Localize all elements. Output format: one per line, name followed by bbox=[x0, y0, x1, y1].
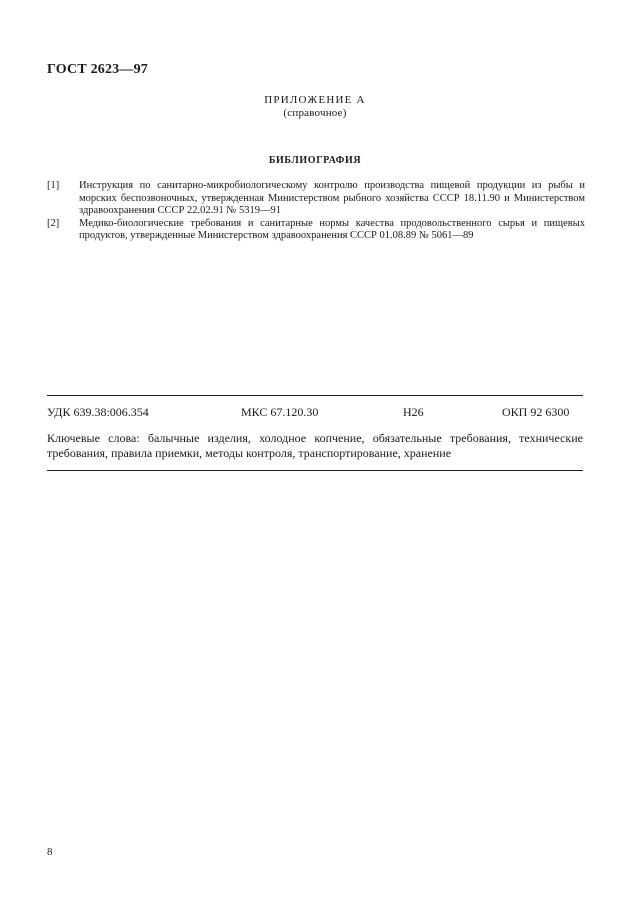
document-code: ГОСТ 2623—97 bbox=[47, 62, 148, 77]
keywords-text: Ключевые слова: балычные изделия, холодное копчение, обязательные требования, технические требования, правила приемки, методы контроля, транспортирование, хранение bbox=[47, 431, 583, 460]
udk-code: УДК 639.38:006.354 bbox=[47, 405, 149, 419]
bottom-divider bbox=[47, 470, 583, 471]
top-divider bbox=[47, 395, 583, 396]
bibliography-item bbox=[47, 218, 585, 243]
bibliography-item bbox=[47, 180, 585, 218]
okp-code: ОКП 92 6300 bbox=[502, 405, 570, 419]
reference-text: Инструкция по санитарно-микробиологическому контролю производства пищевой продукции из рыбы и морских беспозвоночных, утвержденная Министерством рыбного хозяйства СССР 18.11.90 и Министерством здравоохранения СССР 22.02.91 № 5319—91 bbox=[79, 180, 585, 216]
group-code: Н26 bbox=[403, 405, 424, 419]
appendix-title: ПРИЛОЖЕНИЕ А bbox=[264, 94, 366, 106]
classification-row bbox=[47, 405, 583, 421]
bibliography-list bbox=[47, 180, 585, 243]
mks-code: МКС 67.120.30 bbox=[241, 405, 319, 419]
reference-number: [2] bbox=[47, 217, 60, 229]
reference-text: Медико-биологические требования и санитарные нормы качества продовольственного сырья и пищевых продуктов, утвержденные Министерством здравоохранения СССР 01.08.89 № 5061—89 bbox=[79, 217, 585, 241]
bibliography-heading: БИБЛИОГРАФИЯ bbox=[268, 155, 362, 166]
page-number: 8 bbox=[47, 846, 53, 858]
appendix-subtitle: (справочное) bbox=[283, 107, 347, 119]
appendix-heading bbox=[0, 94, 630, 120]
reference-number: [1] bbox=[47, 180, 60, 191]
